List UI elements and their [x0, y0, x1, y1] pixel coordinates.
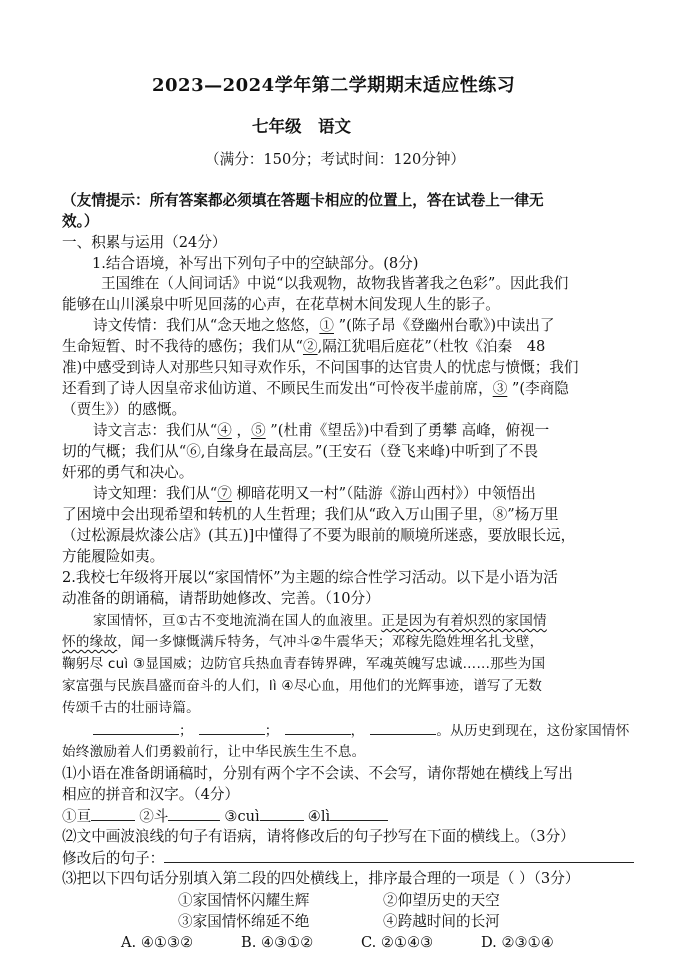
text: 诗文传情：我们从“念天地之悠悠， [93, 317, 320, 334]
option-c[interactable]: C. ②①④③ [361, 934, 434, 951]
notice-line-1: （友情提示：所有答案都必须填在答题卡相应的位置上，答在试卷上一律无 [62, 192, 544, 209]
fill-blank[interactable] [93, 720, 179, 735]
sub2-stem: ⑵文中画波浪线的句子有语病，请将修改后的句子抄写在下面的横线上。（3分） [62, 828, 575, 845]
exam-title: 2023—2024学年第二学期期末适应性练习 [152, 75, 516, 96]
passage-line6 [93, 720, 630, 741]
q1-p2-line2 [62, 337, 545, 357]
fill-blank[interactable] [285, 720, 351, 735]
fill-blank[interactable] [199, 720, 265, 735]
item: ③cuì [224, 808, 260, 825]
q1-p4-line2: 了困境中会出现希望和转机的人生哲理；我们从“政入万山围子里，⑧”杨万里 [62, 506, 559, 523]
q1-p2-line3: 准)中感受到诗人对那些只知寻欢作乐，不问国事的达官贵人的忧虑与愤慨；我们 [62, 359, 579, 376]
text: 还看到了诗人因皇帝求仙访道、不顾民生而发出“可怜夜半虚前席， [62, 380, 493, 397]
section-heading: 一、积累与运用（24分） [62, 234, 227, 251]
notice-line-2: 效。） [62, 213, 99, 230]
text: ”(李商隐 [507, 380, 569, 397]
item: ②斗 [139, 808, 169, 825]
blank-7[interactable]: ⑦ [217, 485, 232, 502]
text: 。从历史到现在，这份家国情怀 [436, 723, 630, 739]
q1-p2-line5: （贾生》）的感慨。 [62, 401, 187, 418]
text: 诗文言志：我们从“ [93, 422, 218, 439]
text: ， [231, 422, 252, 439]
exam-info: （满分：150分；考试时间：120分钟） [205, 151, 466, 168]
blank-1[interactable]: ① [319, 317, 334, 334]
text: ”(杜甫《望岳》)中看到了勇攀 高峰，俯视一 [265, 422, 550, 439]
passage-line5: 传颂千古的壮丽诗篇。 [62, 700, 200, 716]
q1-p2-line4 [62, 379, 569, 399]
text: ，闻一多慷慨满斥特务，气冲斗②牛震华天；邓稼先隐姓埋名扎戈壁， [117, 634, 544, 650]
item: ①亘 [62, 808, 92, 825]
q2-stem-line1: 2.我校七年级将开展以“家国情怀”为主题的综合性学习活动。以下是小语为活 [62, 569, 558, 586]
answer-blank[interactable] [168, 806, 220, 821]
blank-3[interactable]: ③ [492, 380, 508, 397]
text: 柳暗花明又一村”（陆游《游山西村》）中领悟出 [231, 485, 536, 502]
wavy-sentence: 正是因为有着炽烈的家国情 [381, 613, 547, 629]
sub1-items [62, 806, 388, 827]
blank-5[interactable]: ⑤ [251, 422, 266, 439]
q1-p3-line2: 切的气概；我们从“⑥,自缘身在最高层。”(王安石（登飞来峰)中听到了不畏 [62, 443, 539, 460]
answer-blank[interactable] [260, 806, 304, 821]
sub3-stem: ⑶把以下四句话分别填入第二段的四处横线上，排序最合理的一项是（ ）（3分） [62, 870, 580, 887]
q2-stem-line2: 动准备的朗诵稿，请帮助她修改、完善。（10分） [62, 590, 380, 607]
passage-line7: 始终激励着人们勇毅前行，让中华民族生生不息。 [62, 744, 366, 760]
blank-4[interactable]: ④ [217, 422, 232, 439]
text: ”(陈子昂《登幽州台歌》)中读出了 [333, 317, 555, 334]
option-d[interactable]: D. ②③①④ [481, 934, 554, 951]
option-a[interactable]: A. ④①③② [121, 934, 194, 951]
text: ,隔江犹唱后庭花”（杜牧《泊秦 48 [317, 338, 546, 355]
q1-p1-line1: 王国维在（人间词话》中说“以我观物，故物我皆著我之色彩”。因此我们 [101, 275, 569, 292]
text: 生命短暂、时不我待的感伤；我们从“ [62, 338, 303, 355]
text: 诗文知理：我们从“ [93, 485, 218, 502]
item: ④lì [307, 808, 331, 825]
answer-line[interactable] [164, 848, 634, 863]
sentence-4: ④跨越时间的长河 [383, 913, 500, 930]
q1-p4-line3: （过松源晨炊漆公店》(其五)]中懂得了不要为眼前的顺境所迷惑，要放眼长远， [62, 527, 576, 544]
fill-blank[interactable] [370, 720, 436, 735]
sub1-stem-line1: ⑴小语在准备朗诵稿时，分别有两个字不会读、不会写，请你帮她在横线上写出 [62, 765, 573, 782]
sentence-3: ③家国情怀绵延不绝 [178, 913, 310, 930]
blank-2[interactable]: ② [302, 338, 318, 355]
answer-blank[interactable] [91, 806, 135, 821]
passage-line2 [62, 632, 543, 652]
answer-blank[interactable] [330, 806, 388, 821]
q1-p4-line1 [93, 484, 536, 504]
text: ； [264, 723, 279, 739]
q1-p3-line3: 奸邪的勇气和决心。 [62, 464, 194, 481]
exam-subtitle: 七年级 语文 [252, 117, 351, 136]
q1-p2-line1 [93, 316, 555, 336]
wavy-sentence-end: 怀的缘故 [62, 634, 118, 650]
q1-stem: 1.结合语境，补写出下列句子中的空缺部分。(8分) [92, 255, 419, 272]
text: ； [179, 723, 193, 739]
passage-line4: 家富强与民族昌盛而奋斗的人们，lì ④尽心血，用他们的光辉事迹，谱写了无数 [62, 678, 543, 694]
text: 家国情怀，亘①古不变地流淌在国人的血液里。 [93, 613, 382, 629]
sub2-answer [62, 848, 634, 869]
sub1-stem-line2: 相应的拼音和汉字。（4分） [62, 786, 240, 803]
q1-p3-line1 [93, 421, 549, 441]
option-b[interactable]: B. ④③①② [241, 934, 314, 951]
answer-label: 修改后的句子： [62, 850, 165, 867]
text: ， [350, 723, 365, 739]
sentence-2: ②仰望历史的天空 [383, 892, 500, 909]
sentence-1: ①家国情怀闪耀生辉 [178, 892, 310, 909]
passage-line1 [93, 611, 547, 631]
q1-p4-line4: 方能履险如夷。 [62, 548, 165, 565]
q1-p1-line2: 能够在山川溪泉中听见回荡的心声，在花草树木间发现人生的影子。 [62, 296, 500, 313]
passage-line3: 鞠躬尽 cuì ③显国威；边防官兵热血青春铸界碑，军魂英魄写忠诚……那些为国 [62, 656, 546, 672]
